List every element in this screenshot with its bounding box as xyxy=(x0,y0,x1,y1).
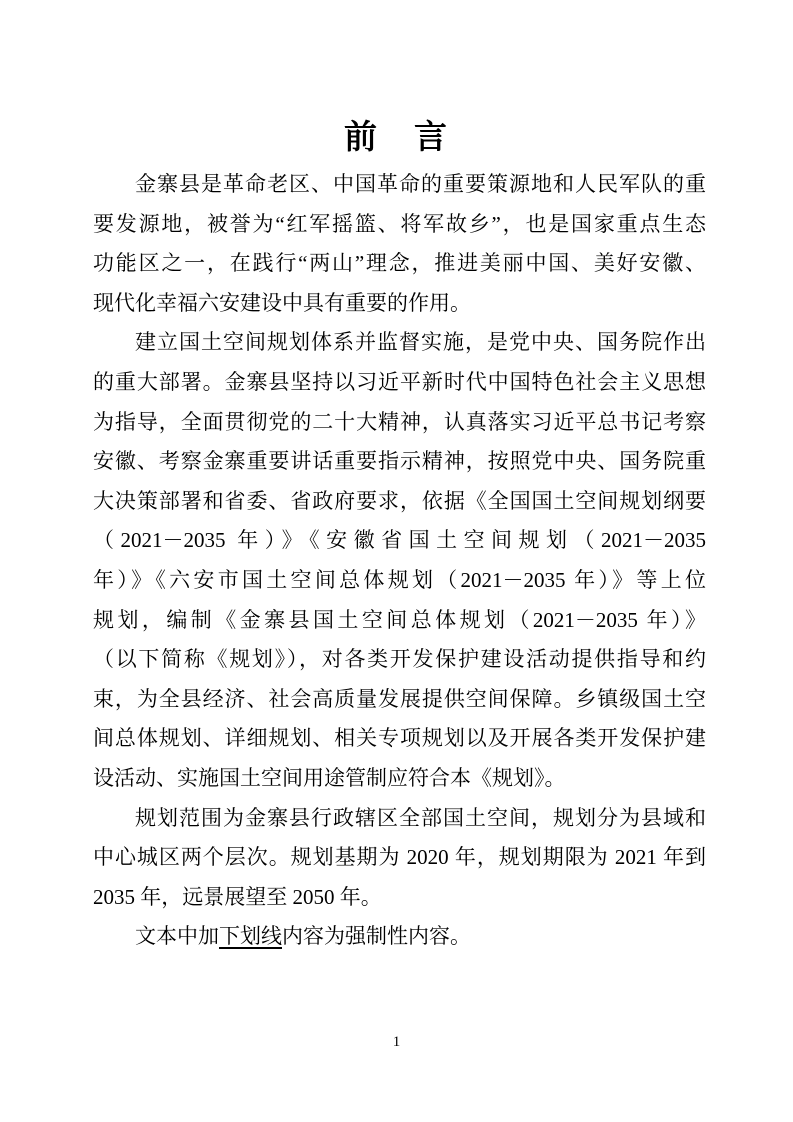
text-line: 安徽、考察金寨重要讲话重要指示精神，按照党中央、国务院重 xyxy=(93,449,706,474)
text-line: 中心城区两个层次。规划基期为 2020 年，规划期限为 2021 年到 xyxy=(93,845,706,870)
paragraph xyxy=(93,323,706,798)
text-segment: 内容为强制性内容。 xyxy=(282,924,471,949)
paragraph xyxy=(93,917,706,957)
document-body xyxy=(93,165,706,957)
page-number: 1 xyxy=(392,1034,401,1050)
text-line: 功能区之一，在践行“两山”理念，推进美丽中国、美好安徽、 xyxy=(93,251,706,276)
text-line: 为指导，全面贯彻党的二十大精神，认真落实习近平总书记考察 xyxy=(93,409,706,434)
text-line: 要发源地，被誉为“红军摇篮、将军故乡”，也是国家重点生态 xyxy=(93,211,706,236)
underlined-text: 下划线 xyxy=(219,924,282,949)
text-line: （2021－2035 年）》《安徽省国土空间规划（2021－2035 xyxy=(93,528,706,553)
text-line xyxy=(93,917,706,957)
text-line: 间总体规划、详细规划、相关专项规划以及开展各类开发保护建 xyxy=(93,726,706,751)
text-line: 金寨县是革命老区、中国革命的重要策源地和人民军队的重 xyxy=(135,172,706,196)
text-segment: 文本中加 xyxy=(135,924,219,949)
text-line: 大决策部署和省委、省政府要求，依据《全国国土空间规划纲要 xyxy=(93,488,706,513)
text-line: 规划，编制《金寨县国土空间总体规划（2021－2035 年）》 xyxy=(93,607,706,632)
paragraph xyxy=(93,799,706,918)
text-line: （以下简称《规划》），对各类开发保护建设活动提供指导和约 xyxy=(93,647,706,672)
text-line: 规划范围为金寨县行政辖区全部国土空间，规划分为县域和 xyxy=(135,805,706,830)
text-line: 2035 年，远景展望至 2050 年。 xyxy=(93,884,382,909)
paragraph xyxy=(93,165,706,323)
text-line: 的重大部署。金寨县坚持以习近平新时代中国特色社会主义思想 xyxy=(93,369,706,394)
text-line: 设活动、实施国土空间用途管制应符合本《规划》。 xyxy=(93,765,566,790)
text-line: 建立国土空间规划体系并监督实施，是党中央、国务院作出 xyxy=(135,330,706,355)
text-line: 束，为全县经济、社会高质量发展提供空间保障。乡镇级国土空 xyxy=(93,686,706,711)
text-line: 年）》《六安市国土空间总体规划（2021－2035 年）》等上位 xyxy=(93,567,706,592)
text-line: 现代化幸福六安建设中具有重要的作用。 xyxy=(93,290,471,315)
page-title: 前 言 xyxy=(344,120,449,157)
